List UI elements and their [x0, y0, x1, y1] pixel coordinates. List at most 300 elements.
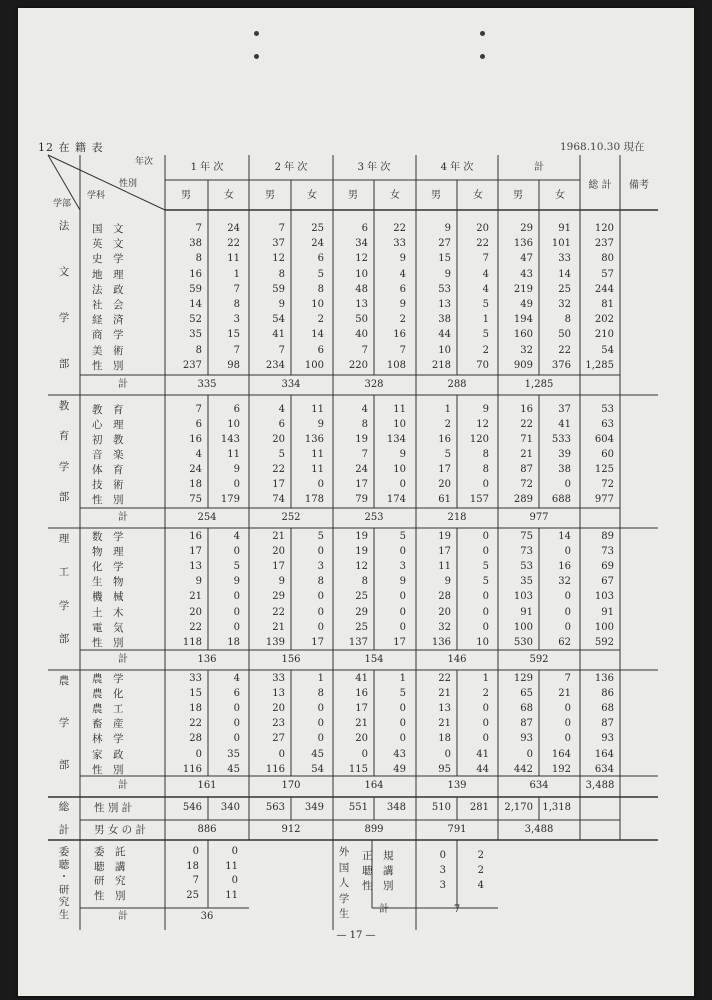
- table-cell: 11: [311, 464, 324, 475]
- dept-label: 土 木: [92, 606, 124, 619]
- table-cell: 634: [594, 763, 614, 775]
- table-cell: 0: [361, 748, 368, 760]
- table-cell: 9: [278, 299, 285, 310]
- table-cell: 17: [272, 561, 285, 573]
- table-cell: 53: [438, 283, 451, 295]
- subtotal-value: 254: [197, 512, 217, 523]
- table-cell: 604: [594, 434, 614, 445]
- table-cell: 27: [438, 238, 451, 250]
- dept-label: 国 文: [92, 223, 124, 235]
- dept-label: 美 術: [92, 344, 124, 357]
- faculty-name-char: 農: [58, 675, 70, 687]
- table-cell: 136: [594, 673, 614, 684]
- table-cell: 7: [195, 404, 202, 415]
- table-cell: 79: [355, 494, 368, 505]
- table-cell: 174: [386, 494, 406, 505]
- year-header: 3 年 次: [357, 162, 391, 173]
- table-cell: 9: [278, 576, 285, 588]
- table-cell: 45: [227, 763, 240, 775]
- dept-label: 数 学: [92, 531, 124, 543]
- subtotal-value: 1,285: [524, 379, 554, 390]
- table-cell: 8: [317, 576, 324, 588]
- table-cell: 592: [594, 636, 614, 648]
- table-cell: 18: [189, 479, 202, 490]
- table-cell: 237: [594, 238, 614, 250]
- table-cell: 14: [558, 268, 571, 280]
- table-cell: 8: [564, 314, 571, 326]
- table-cell: 20: [272, 434, 285, 445]
- table-cell: 72: [601, 479, 614, 490]
- faculty-name-char: 部: [58, 491, 70, 503]
- table-cell: 49: [393, 763, 406, 775]
- subtotal-label: 計: [118, 379, 128, 390]
- table-cell: 0: [317, 733, 324, 745]
- table-cell: 16: [189, 434, 202, 445]
- grand-cell: 563: [265, 802, 285, 813]
- research-label-char: 委: [58, 846, 70, 858]
- table-cell: 0: [526, 748, 533, 760]
- faculty-name-char: 学: [58, 599, 70, 612]
- table-cell: 0: [233, 733, 240, 745]
- table-cell: 7: [361, 449, 368, 460]
- table-cell: 210: [594, 329, 614, 341]
- table-cell: 6: [317, 344, 324, 356]
- year-header: 計: [534, 162, 544, 173]
- research-label-char: 聴: [58, 858, 70, 871]
- table-cell: 43: [520, 268, 533, 280]
- table-date: 1968.10.30 現在: [560, 141, 645, 153]
- table-cell: 13: [438, 299, 451, 310]
- subtotal-value: 977: [529, 512, 549, 523]
- table-cell: 75: [189, 494, 202, 505]
- table-cell: 9: [444, 268, 451, 280]
- table-cell: 93: [520, 733, 533, 745]
- header-gakubu: 学部: [52, 199, 72, 209]
- table-cell: 18: [438, 733, 451, 745]
- table-cell: 244: [594, 283, 614, 295]
- foreign-total-label: 計: [379, 904, 389, 915]
- faculty-name-char: 部: [58, 759, 70, 771]
- table-cell: 6: [317, 253, 324, 265]
- table-cell: 54: [601, 344, 614, 356]
- table-cell: 13: [355, 299, 368, 310]
- research-cell: 0: [192, 846, 199, 857]
- grand-cell: 510: [431, 802, 451, 813]
- table-cell: 0: [564, 718, 571, 730]
- table-cell: 72: [520, 479, 533, 490]
- faculty-name-char: 部: [58, 358, 70, 370]
- table-cell: 234: [265, 359, 285, 371]
- research-cell: 0: [231, 846, 238, 857]
- dept-label: 地 理: [92, 268, 124, 281]
- table-cell: 20: [438, 606, 451, 618]
- table-cell: 0: [564, 733, 571, 745]
- grand-row-label: 男 女 の 計: [94, 824, 147, 836]
- table-cell: 6: [233, 404, 240, 415]
- table-cell: 202: [594, 314, 614, 326]
- female-header: 女: [473, 190, 483, 201]
- header-total: 総 計: [588, 180, 612, 191]
- grand-total-char: 総: [58, 801, 70, 813]
- dept-label: 性 別: [92, 763, 124, 776]
- dept-label: 性 別: [92, 494, 124, 506]
- table-cell: 52: [189, 314, 202, 326]
- table-cell: 9: [444, 576, 451, 588]
- table-cell: 22: [189, 718, 202, 730]
- table-cell: 27: [272, 733, 285, 745]
- foreign-label-char: 外: [338, 846, 350, 858]
- table-cell: 22: [476, 238, 489, 250]
- dept-label: 物 理: [92, 546, 124, 559]
- table-cell: 100: [304, 359, 324, 371]
- table-cell: 909: [513, 359, 533, 371]
- foreign-label-char: 国: [338, 861, 350, 874]
- table-cell: 9: [399, 253, 406, 265]
- table-cell: 44: [438, 329, 451, 341]
- dept-label: 心 理: [92, 419, 124, 431]
- table-cell: 22: [272, 464, 285, 475]
- table-cell: 530: [513, 636, 533, 648]
- subtotal-value: 328: [364, 379, 384, 390]
- table-cell: 4: [482, 283, 489, 295]
- faculty-name-char: 学: [58, 312, 70, 324]
- table-cell: 41: [476, 748, 489, 760]
- table-cell: 9: [482, 404, 489, 415]
- table-cell: 8: [317, 283, 324, 295]
- table-cell: 134: [386, 434, 406, 445]
- table-cell: 7: [399, 344, 406, 356]
- table-cell: 24: [189, 464, 202, 475]
- table-cell: 7: [233, 283, 240, 295]
- table-cell: 20: [355, 733, 368, 745]
- table-cell: 136: [513, 238, 533, 250]
- table-cell: 1: [482, 673, 489, 684]
- subtotal-label: 計: [118, 512, 128, 523]
- dept-label: 性 別: [92, 359, 124, 372]
- foreign-cell: 3: [439, 880, 446, 891]
- table-cell: 86: [601, 688, 614, 700]
- table-cell: 32: [558, 299, 571, 310]
- research-cell: 25: [186, 889, 199, 901]
- research-cell: 11: [225, 860, 238, 872]
- table-cell: 20: [438, 479, 451, 490]
- table-cell: 25: [558, 283, 571, 295]
- page-number: — 17 —: [336, 930, 376, 941]
- header-gakka: 学科: [86, 191, 106, 201]
- table-cell: 91: [558, 223, 571, 234]
- table-cell: 9: [444, 223, 451, 234]
- table-cell: 289: [513, 494, 533, 505]
- table-cell: 6: [233, 688, 240, 700]
- table-cell: 3: [317, 561, 324, 573]
- table-cell: 38: [558, 464, 571, 475]
- year-header: 1 年 次: [190, 162, 224, 173]
- table-cell: 12: [355, 253, 368, 265]
- subtotal-value: 146: [447, 654, 467, 665]
- table-cell: 10: [476, 636, 489, 648]
- header-remarks: 備考: [629, 180, 649, 191]
- header-nenji: 年次: [134, 157, 154, 167]
- table-cell: 16: [520, 404, 533, 415]
- table-cell: 50: [558, 329, 571, 341]
- foreign-cell: 4: [477, 880, 484, 891]
- table-cell: 61: [438, 494, 451, 505]
- grand-total-char: 計: [58, 824, 70, 836]
- table-cell: 24: [227, 223, 240, 234]
- table-cell: 160: [513, 329, 533, 341]
- subtotal-value: 634: [529, 780, 549, 791]
- grand-cell: 1,318: [542, 802, 571, 813]
- table-cell: 0: [482, 718, 489, 730]
- table-cell: 57: [601, 268, 614, 280]
- table-cell: 20: [189, 606, 202, 618]
- table-cell: 192: [551, 763, 571, 775]
- table-cell: 0: [399, 733, 406, 745]
- table-cell: 8: [482, 464, 489, 475]
- table-cell: 87: [601, 718, 614, 730]
- grand-cell: 912: [281, 824, 301, 835]
- table-cell: 39: [558, 449, 571, 460]
- table-cell: 11: [227, 253, 240, 265]
- table-cell: 91: [601, 606, 614, 618]
- table-cell: 1: [444, 404, 451, 415]
- subtotal-value: 592: [529, 654, 549, 665]
- table-cell: 5: [317, 531, 324, 542]
- table-cell: 4: [233, 531, 240, 542]
- table-cell: 50: [355, 314, 368, 326]
- table-cell: 2: [482, 688, 489, 700]
- table-cell: 16: [393, 329, 406, 341]
- table-cell: 4: [482, 268, 489, 280]
- table-cell: 4: [399, 268, 406, 280]
- faculty-name-char: 法: [58, 220, 70, 232]
- table-cell: 7: [278, 344, 285, 356]
- table-cell: 21: [438, 718, 451, 730]
- table-cell: 116: [265, 763, 285, 775]
- table-cell: 6: [278, 419, 285, 430]
- table-cell: 17: [438, 464, 451, 475]
- table-cell: 63: [601, 419, 614, 430]
- table-cell: 0: [564, 703, 571, 715]
- table-cell: 22: [227, 238, 240, 250]
- female-header: 女: [224, 190, 234, 201]
- table-cell: 9: [233, 464, 240, 475]
- table-cell: 8: [482, 449, 489, 460]
- table-cell: 10: [438, 344, 451, 356]
- table-cell: 0: [233, 591, 240, 603]
- table-cell: 22: [272, 606, 285, 618]
- dept-label: 農 工: [92, 703, 124, 716]
- table-cell: 67: [601, 576, 614, 588]
- table-cell: 54: [272, 314, 285, 326]
- table-cell: 0: [399, 718, 406, 730]
- table-cell: 164: [594, 748, 614, 760]
- table-cell: 0: [444, 748, 451, 760]
- table-cell: 89: [601, 531, 614, 542]
- table-cell: 68: [601, 703, 614, 715]
- table-cell: 118: [182, 636, 202, 648]
- table-cell: 6: [195, 419, 202, 430]
- grand-cell: 340: [220, 802, 240, 813]
- table-cell: 220: [348, 359, 368, 371]
- table-cell: 116: [182, 763, 202, 775]
- table-cell: 19: [355, 531, 368, 542]
- dept-label: 電 気: [92, 621, 124, 634]
- table-cell: 0: [399, 621, 406, 633]
- research-cell: 7: [192, 875, 199, 886]
- table-cell: 17: [189, 546, 202, 558]
- table-cell: 32: [438, 621, 451, 633]
- table-cell: 53: [601, 404, 614, 415]
- dept-label: 体 育: [92, 464, 124, 476]
- table-cell: 5: [317, 268, 324, 280]
- table-cell: 0: [482, 531, 489, 542]
- table-cell: 11: [311, 404, 324, 415]
- table-cell: 71: [520, 434, 533, 445]
- table-cell: 60: [601, 449, 614, 460]
- table-cell: 0: [317, 479, 324, 490]
- dept-label: 化 学: [92, 561, 124, 574]
- header-seibetsu: 性別: [118, 179, 138, 189]
- table-cell: 0: [233, 621, 240, 633]
- table-cell: 17: [393, 636, 406, 648]
- faculty-name-char: 理: [58, 533, 70, 545]
- table-cell: 14: [189, 299, 202, 310]
- table-cell: 33: [393, 238, 406, 250]
- table-cell: 9: [317, 419, 324, 430]
- table-cell: 0: [233, 479, 240, 490]
- table-cell: 0: [482, 606, 489, 618]
- table-cell: 2: [399, 314, 406, 326]
- table-cell: 81: [601, 299, 614, 310]
- table-cell: 7: [278, 223, 285, 234]
- foreign-cell: 2: [477, 865, 484, 876]
- table-cell: 35: [520, 576, 533, 588]
- table-cell: 100: [513, 621, 533, 633]
- table-cell: 18: [189, 703, 202, 715]
- table-cell: 10: [393, 419, 406, 430]
- subtotal-value: 288: [447, 379, 467, 390]
- table-cell: 0: [564, 479, 571, 490]
- table-cell: 1: [233, 268, 240, 280]
- table-cell: 0: [482, 733, 489, 745]
- table-cell: 0: [564, 546, 571, 558]
- table-cell: 87: [520, 718, 533, 730]
- foreign-label-char: 学: [338, 892, 350, 905]
- table-cell: 73: [601, 546, 614, 558]
- foreign-cell: 0: [439, 850, 446, 861]
- table-cell: 7: [233, 344, 240, 356]
- table-cell: 0: [482, 621, 489, 633]
- dept-label: 畜 産: [92, 718, 124, 731]
- table-cell: 25: [311, 223, 324, 234]
- table-cell: 20: [476, 223, 489, 234]
- table-cell: 22: [520, 419, 533, 430]
- table-cell: 5: [444, 449, 451, 460]
- dept-label: 性 別: [92, 636, 124, 649]
- table-cell: 22: [438, 673, 451, 684]
- table-cell: 5: [233, 561, 240, 573]
- table-cell: 16: [438, 434, 451, 445]
- table-cell: 29: [520, 223, 533, 234]
- table-cell: 237: [182, 359, 202, 371]
- research-cell: 18: [186, 860, 199, 872]
- table-cell: 120: [594, 223, 614, 234]
- table-cell: 75: [520, 531, 533, 542]
- grand-cell: 899: [364, 824, 384, 835]
- foreign-row-label: 聴 講: [362, 865, 394, 877]
- table-cell: 40: [355, 329, 368, 341]
- table-cell: 3: [399, 561, 406, 573]
- table-cell: 35: [189, 329, 202, 341]
- table-cell: 157: [469, 494, 489, 505]
- table-cell: 0: [399, 591, 406, 603]
- table-cell: 0: [233, 703, 240, 715]
- table-cell: 38: [438, 314, 451, 326]
- table-cell: 103: [513, 591, 533, 603]
- foreign-label-char: 生: [338, 908, 350, 920]
- dept-label: 家 政: [92, 748, 124, 761]
- table-cell: 38: [189, 238, 202, 250]
- table-cell: 35: [227, 748, 240, 760]
- subtotal-value: 218: [447, 512, 467, 523]
- table-title: 12 在 籍 表: [38, 141, 104, 154]
- subtotal-value: 164: [364, 780, 384, 791]
- table-cell: 115: [348, 763, 368, 775]
- year-header: 2 年 次: [274, 162, 308, 173]
- table-cell: 69: [601, 561, 614, 573]
- table-cell: 0: [482, 703, 489, 715]
- grand-cell: 791: [447, 824, 467, 835]
- subtotal-value: 136: [197, 654, 217, 665]
- dept-label: 生 物: [92, 576, 124, 589]
- table-cell: 5: [482, 576, 489, 588]
- table-cell: 376: [551, 359, 571, 371]
- table-cell: 533: [551, 434, 571, 445]
- subtotal-value: 161: [197, 780, 217, 791]
- table-cell: 25: [355, 621, 368, 633]
- table-cell: 4: [278, 404, 285, 415]
- female-header: 女: [555, 190, 565, 201]
- table-cell: 7: [195, 223, 202, 234]
- table-cell: 53: [520, 561, 533, 573]
- dept-label: 商 学: [92, 329, 124, 342]
- foreign-row-label: 正 規: [362, 850, 394, 862]
- grand-cell: 546: [182, 802, 202, 813]
- subtotal-value: 253: [364, 512, 384, 523]
- table-cell: 179: [220, 494, 240, 505]
- table-cell: 137: [348, 636, 368, 648]
- table-cell: 1: [399, 673, 406, 684]
- male-header: 男: [348, 190, 358, 201]
- dept-label: 農 学: [92, 673, 124, 685]
- table-cell: 41: [355, 673, 368, 684]
- table-cell: 125: [594, 464, 614, 475]
- table-cell: 16: [189, 531, 202, 542]
- table-cell: 16: [355, 688, 368, 700]
- table-cell: 100: [594, 621, 614, 633]
- table-cell: 87: [520, 464, 533, 475]
- table-cell: 20: [272, 703, 285, 715]
- grand-cell: 551: [348, 802, 368, 813]
- subtotal-value: 252: [281, 512, 301, 523]
- table-cell: 24: [355, 464, 368, 475]
- table-cell: 5: [482, 329, 489, 341]
- table-cell: 1: [482, 314, 489, 326]
- table-cell: 33: [189, 673, 202, 684]
- table-cell: 5: [482, 561, 489, 573]
- table-cell: 21: [189, 591, 202, 603]
